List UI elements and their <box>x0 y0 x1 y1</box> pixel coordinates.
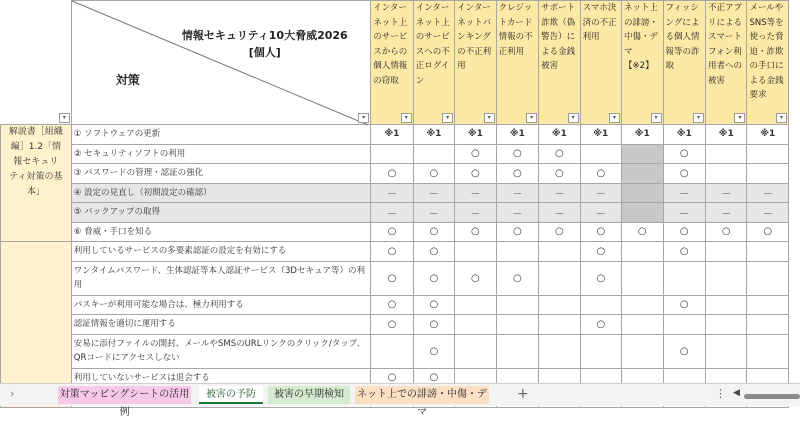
threat-header-text: ネット上 <box>624 3 659 13</box>
countermeasure-name[interactable]: 安易に添付ファイルの開封、メールやSMSのURLリンクのクリック/タップ、QRコードにアクセスしない <box>71 334 370 368</box>
mapping-cell[interactable] <box>455 315 496 335</box>
mapping-cell[interactable]: － <box>371 183 413 203</box>
table-row <box>1 315 789 335</box>
mapping-cell[interactable]: ○ <box>455 222 496 242</box>
table-row <box>1 183 789 203</box>
threat-header-text: 個人情報 <box>373 61 408 71</box>
threat-header-text: 【※2】 <box>624 61 654 71</box>
countermeasure-name[interactable]: 利用していないサービスは退会する <box>71 368 370 388</box>
mapping-cell[interactable] <box>455 242 496 262</box>
threat-header-text: 正利用 <box>498 46 525 57</box>
mapping-cell[interactable]: ○ <box>539 144 580 164</box>
filter-dropdown-icon[interactable]: ▾ <box>651 113 662 123</box>
mapping-cell[interactable] <box>455 295 496 315</box>
filter-dropdown-icon[interactable]: ▾ <box>568 113 579 123</box>
mapping-cell[interactable]: － <box>413 203 454 223</box>
threat-header-text: フィッシ <box>665 3 699 13</box>
tab-online-defamation[interactable]: ネット上での誹謗・中傷・デマ <box>355 386 489 404</box>
threat-header-text: 被害 <box>708 75 726 86</box>
title-line-2: [個人] <box>248 46 281 59</box>
mapping-cell[interactable] <box>747 164 789 184</box>
mapping-cell[interactable] <box>539 295 580 315</box>
mapping-cell[interactable] <box>747 144 789 164</box>
mapping-cell[interactable] <box>371 144 413 164</box>
countermeasure-name[interactable]: ⑥ 脅威・手口を知る <box>71 222 370 242</box>
category-text: 編］1.2「情 <box>10 142 62 152</box>
mapping-cell[interactable]: － <box>539 203 580 223</box>
mapping-cell[interactable]: ※1 <box>496 125 538 145</box>
threat-header-text: 情報の不 <box>498 32 533 42</box>
category-cell-basic[interactable] <box>1 125 72 242</box>
diagonal-header-cell[interactable] <box>71 1 370 125</box>
mapping-cell[interactable]: － <box>371 203 413 223</box>
mapping-cell[interactable]: ○ <box>539 222 580 242</box>
mapping-cell[interactable]: ○ <box>580 242 621 262</box>
threat-header-text: のサービ <box>373 32 408 42</box>
mapping-cell[interactable]: ○ <box>413 315 454 335</box>
category-text: 報セキュリ <box>13 157 59 167</box>
mapping-cell[interactable]: ○ <box>580 315 621 335</box>
mapping-cell[interactable]: ※1 <box>706 125 747 145</box>
filter-dropdown-icon[interactable]: ▾ <box>776 113 787 123</box>
mapping-cell[interactable] <box>706 315 747 335</box>
mapping-cell[interactable] <box>663 315 705 335</box>
corner-blank <box>1 1 72 125</box>
filter-dropdown-icon[interactable]: ▾ <box>401 113 412 123</box>
mapping-cell[interactable]: － <box>747 183 789 203</box>
mapping-cell[interactable] <box>622 183 663 203</box>
mapping-cell[interactable]: － <box>455 203 496 223</box>
mapping-cell[interactable]: ○ <box>371 295 413 315</box>
mapping-cell[interactable] <box>580 334 621 368</box>
mapping-cell[interactable]: ○ <box>413 164 454 184</box>
mapping-cell[interactable] <box>747 334 789 368</box>
more-options-icon[interactable]: ⋮ <box>715 387 726 400</box>
threat-header-text: スマホ決 <box>582 3 617 13</box>
filter-dropdown-icon[interactable]: ▾ <box>526 113 537 123</box>
mapping-cell[interactable]: ○ <box>496 144 538 164</box>
filter-dropdown-icon[interactable]: ▾ <box>442 113 453 123</box>
mapping-cell[interactable] <box>622 261 663 295</box>
threat-header-text: 取 <box>665 61 675 71</box>
filter-dropdown-icon[interactable]: ▾ <box>734 113 745 123</box>
threat-header-text: 利用 <box>582 32 600 42</box>
threat-header-text: 用 <box>457 61 466 71</box>
mapping-cell[interactable] <box>706 242 747 262</box>
mapping-cell[interactable]: ○ <box>663 144 705 164</box>
countermeasure-name[interactable]: ④ 設定の見直し（初期設定の確認） <box>71 183 370 203</box>
mapping-cell[interactable] <box>706 164 747 184</box>
mapping-cell[interactable] <box>622 144 663 164</box>
table-row <box>1 203 789 223</box>
threat-header-text: 要求 <box>749 90 767 100</box>
mapping-cell[interactable]: ○ <box>663 222 705 242</box>
threat-header-text: 使った脅 <box>749 32 784 42</box>
mapping-cell[interactable]: ○ <box>371 242 413 262</box>
table-row <box>1 222 789 242</box>
horizontal-scrollbar[interactable] <box>744 394 800 399</box>
countermeasure-name[interactable]: パスキーが利用可能な場合は、極力利用する <box>71 295 370 315</box>
threat-header-text: インター <box>457 3 491 13</box>
countermeasure-name[interactable]: ③ パスワードの管理・認証の強化 <box>71 164 370 184</box>
mapping-cell[interactable] <box>706 334 747 368</box>
countermeasure-name[interactable]: 利用しているサービスの多要素認証の設定を有効にする <box>71 242 370 262</box>
mapping-cell[interactable] <box>706 261 747 295</box>
mapping-cell[interactable] <box>622 334 663 368</box>
threat-header-text: 用者への <box>708 61 743 71</box>
filter-dropdown-icon[interactable]: ▾ <box>484 113 495 123</box>
threat-header-10[interactable] <box>747 1 789 125</box>
threat-header-text: 正ログイ <box>415 61 450 71</box>
tab-mapping-example[interactable]: 対策マッピングシートの活用例 <box>58 386 191 404</box>
mapping-cell[interactable]: ※1 <box>371 125 413 145</box>
threat-header-text: の窃取 <box>373 75 399 86</box>
mapping-cell[interactable]: ○ <box>371 261 413 295</box>
mapping-cell[interactable]: ※1 <box>413 125 454 145</box>
mapping-cell[interactable]: ※1 <box>580 125 621 145</box>
mapping-cell[interactable]: ○ <box>663 334 705 368</box>
threat-header-text: リによる <box>708 17 743 28</box>
mapping-cell[interactable] <box>539 334 580 368</box>
mapping-cell[interactable]: － <box>539 183 580 203</box>
countermeasure-name[interactable]: ① ソフトウェアの更新 <box>71 125 370 145</box>
mapping-cell[interactable]: － <box>413 183 454 203</box>
threat-header-text: スからの <box>373 46 408 57</box>
category-text: 本」 <box>26 187 45 197</box>
mapping-cell[interactable] <box>580 144 621 164</box>
mapping-cell[interactable]: ○ <box>413 368 454 388</box>
mapping-cell[interactable] <box>622 164 663 184</box>
threat-header-text: ネット上 <box>415 17 450 28</box>
mapping-cell[interactable]: ○ <box>580 222 621 242</box>
threat-header-text: のサービ <box>415 32 450 42</box>
threat-header-2[interactable] <box>413 1 454 125</box>
mapping-cell[interactable]: ○ <box>371 164 413 184</box>
mapping-cell[interactable]: － <box>706 203 747 223</box>
mapping-cell[interactable]: － <box>580 183 621 203</box>
table-row <box>1 164 789 184</box>
mapping-cell[interactable] <box>663 261 705 295</box>
mapping-cell[interactable]: ○ <box>580 164 621 184</box>
threat-header-text: の誹謗・ <box>624 17 659 28</box>
threat-header-text: ングによ <box>665 17 700 28</box>
mapping-cell[interactable]: ※1 <box>622 125 663 145</box>
mapping-cell[interactable]: ○ <box>455 164 496 184</box>
mapping-cell[interactable]: － <box>706 183 747 203</box>
countermeasure-axis-label: 対策 <box>115 73 140 87</box>
mapping-cell[interactable] <box>455 334 496 368</box>
mapping-cell[interactable] <box>539 315 580 335</box>
threat-header-text: フォン利 <box>708 46 742 57</box>
threat-header-text: スへの不 <box>415 46 450 57</box>
threat-header-text: る個人情 <box>665 32 700 42</box>
mapping-cell[interactable] <box>371 334 413 368</box>
mapping-cell[interactable]: － <box>747 203 789 223</box>
table-row <box>1 144 789 164</box>
countermeasure-name[interactable]: ⑤ バックアップの取得 <box>71 203 370 223</box>
mapping-cell[interactable] <box>496 295 538 315</box>
threat-header-text: 詐欺（偽 <box>541 17 576 28</box>
threat-header-text: 報等の詐 <box>665 46 700 57</box>
threat-header-text: 不正アプ <box>708 3 743 13</box>
mapping-cell[interactable]: － <box>455 183 496 203</box>
mapping-cell[interactable] <box>539 242 580 262</box>
threat-header-text: ネット上 <box>373 17 408 28</box>
mapping-cell[interactable] <box>622 315 663 335</box>
threat-header-6[interactable] <box>580 1 621 125</box>
threat-header-text: 済の不正 <box>582 17 617 28</box>
mapping-cell[interactable]: ○ <box>663 295 705 315</box>
threat-header-text: 警告）に <box>541 32 576 42</box>
threat-header-9[interactable] <box>706 1 747 125</box>
filter-dropdown-icon[interactable]: ▾ <box>358 113 369 123</box>
mapping-cell[interactable] <box>580 295 621 315</box>
mapping-cell[interactable] <box>622 295 663 315</box>
threat-header-text: ン <box>415 75 425 86</box>
mapping-cell[interactable]: ○ <box>747 222 789 242</box>
mapping-cell[interactable]: ○ <box>580 261 621 295</box>
threat-header-text: よる金銭 <box>541 46 576 57</box>
threat-header-text: サポート <box>541 3 576 13</box>
header-row <box>1 1 789 125</box>
mapping-cell[interactable] <box>496 315 538 335</box>
mapping-cell[interactable]: ○ <box>706 222 747 242</box>
mapping-cell[interactable] <box>706 144 747 164</box>
mapping-cell[interactable] <box>747 242 789 262</box>
mapping-cell[interactable]: ※1 <box>747 125 789 145</box>
filter-dropdown-icon[interactable]: ▾ <box>693 113 704 123</box>
sheet-tab-bar <box>0 383 800 418</box>
mapping-cell[interactable] <box>539 261 580 295</box>
table-row <box>1 295 789 315</box>
threat-header-text: の手口に <box>749 61 784 71</box>
filter-dropdown-icon[interactable]: ▾ <box>609 113 620 123</box>
mapping-cell[interactable] <box>747 295 789 315</box>
mapping-cell[interactable]: ○ <box>413 222 454 242</box>
mapping-cell[interactable]: － <box>663 183 705 203</box>
mapping-cell[interactable]: ※1 <box>539 125 580 145</box>
mapping-cell[interactable] <box>747 261 789 295</box>
table-row <box>1 261 789 295</box>
mapping-cell[interactable]: － <box>663 203 705 223</box>
mapping-cell[interactable]: ○ <box>496 261 538 295</box>
threat-header-text: ネットバ <box>457 17 491 28</box>
mapping-cell[interactable] <box>622 203 663 223</box>
mapping-cell[interactable]: － <box>580 203 621 223</box>
mapping-cell[interactable]: ※1 <box>455 125 496 145</box>
mapping-cell[interactable] <box>706 295 747 315</box>
mapping-cell[interactable]: ○ <box>413 261 454 295</box>
category-text: 解説書［組織 <box>8 127 63 137</box>
category-text: ティ対策の基 <box>9 172 63 182</box>
threat-header-text: 迫・詐欺 <box>749 46 784 57</box>
threat-header-text: よる金銭 <box>749 75 784 86</box>
mapping-cell[interactable] <box>622 242 663 262</box>
mapping-cell[interactable] <box>496 242 538 262</box>
threat-header-text: の不正利 <box>457 46 492 57</box>
mapping-cell[interactable]: ○ <box>371 368 413 388</box>
mapping-cell[interactable] <box>747 315 789 335</box>
tab-early-detection[interactable]: 被害の早期検知 <box>268 386 350 404</box>
threat-header-8[interactable] <box>663 1 705 125</box>
threat-header-text: インター <box>415 3 450 13</box>
mapping-cell[interactable]: － <box>496 203 538 223</box>
countermeasure-name[interactable]: 認証情報を適切に運用する <box>71 315 370 335</box>
threat-header-text: 中傷・デ <box>624 32 659 42</box>
threat-header-text: SNS等を <box>749 17 784 28</box>
threat-header-5[interactable] <box>539 1 580 125</box>
threat-header-text: スマート <box>708 32 742 42</box>
tab-scroll-right-icon[interactable]: › <box>10 387 15 400</box>
mapping-cell[interactable]: － <box>496 183 538 203</box>
mapping-cell[interactable]: ○ <box>371 315 413 335</box>
threat-header-text: クレジッ <box>498 3 533 13</box>
mapping-cell[interactable]: ○ <box>413 242 454 262</box>
mapping-cell[interactable]: ○ <box>663 242 705 262</box>
threat-header-text: ンキング <box>457 32 491 42</box>
table-row <box>1 334 789 368</box>
mapping-cell[interactable]: ○ <box>455 261 496 295</box>
threat-header-text: トカード <box>498 17 533 28</box>
threat-header-7[interactable] <box>622 1 663 125</box>
mapping-cell[interactable]: ○ <box>663 164 705 184</box>
mapping-cell[interactable]: ○ <box>496 222 538 242</box>
add-sheet-icon[interactable]: + <box>517 386 529 402</box>
mapping-cell[interactable]: ○ <box>455 144 496 164</box>
countermeasure-name[interactable]: ワンタイムパスワード、生体認証等本人認証サービス（3Dセキュア等）の利用 <box>71 261 370 295</box>
threat-header-text: 被害 <box>541 61 559 71</box>
mapping-cell[interactable]: ※1 <box>663 125 705 145</box>
threat-header-text: インター <box>373 3 407 13</box>
mapping-cell[interactable]: ○ <box>622 222 663 242</box>
threat-header-4[interactable] <box>496 1 538 125</box>
mapping-cell[interactable] <box>413 144 454 164</box>
mapping-cell[interactable] <box>496 334 538 368</box>
filter-dropdown-icon[interactable]: ▾ <box>59 113 70 123</box>
mapping-cell[interactable]: ○ <box>413 295 454 315</box>
threat-header-text: メールや <box>749 3 784 13</box>
countermeasure-name[interactable]: ② セキュリティソフトの利用 <box>71 144 370 164</box>
mapping-cell[interactable]: ○ <box>371 222 413 242</box>
threat-list-title <box>172 27 358 61</box>
mapping-cell[interactable]: ○ <box>413 334 454 368</box>
tab-damage-prevention[interactable]: 被害の予防 <box>199 386 263 404</box>
threat-header-3[interactable] <box>455 1 496 125</box>
table-row <box>1 125 789 145</box>
scroll-left-arrow-icon[interactable]: ◀ <box>733 388 740 398</box>
title-line-1: 情報セキュリティ10大脅威2026 <box>181 29 348 42</box>
mapping-cell[interactable]: ○ <box>539 164 580 184</box>
table-row <box>1 242 789 262</box>
threat-header-text: マ <box>624 46 633 57</box>
diagonal-divider-line <box>72 1 368 125</box>
mapping-cell[interactable]: ○ <box>496 164 538 184</box>
threat-header-1[interactable] <box>371 1 413 125</box>
